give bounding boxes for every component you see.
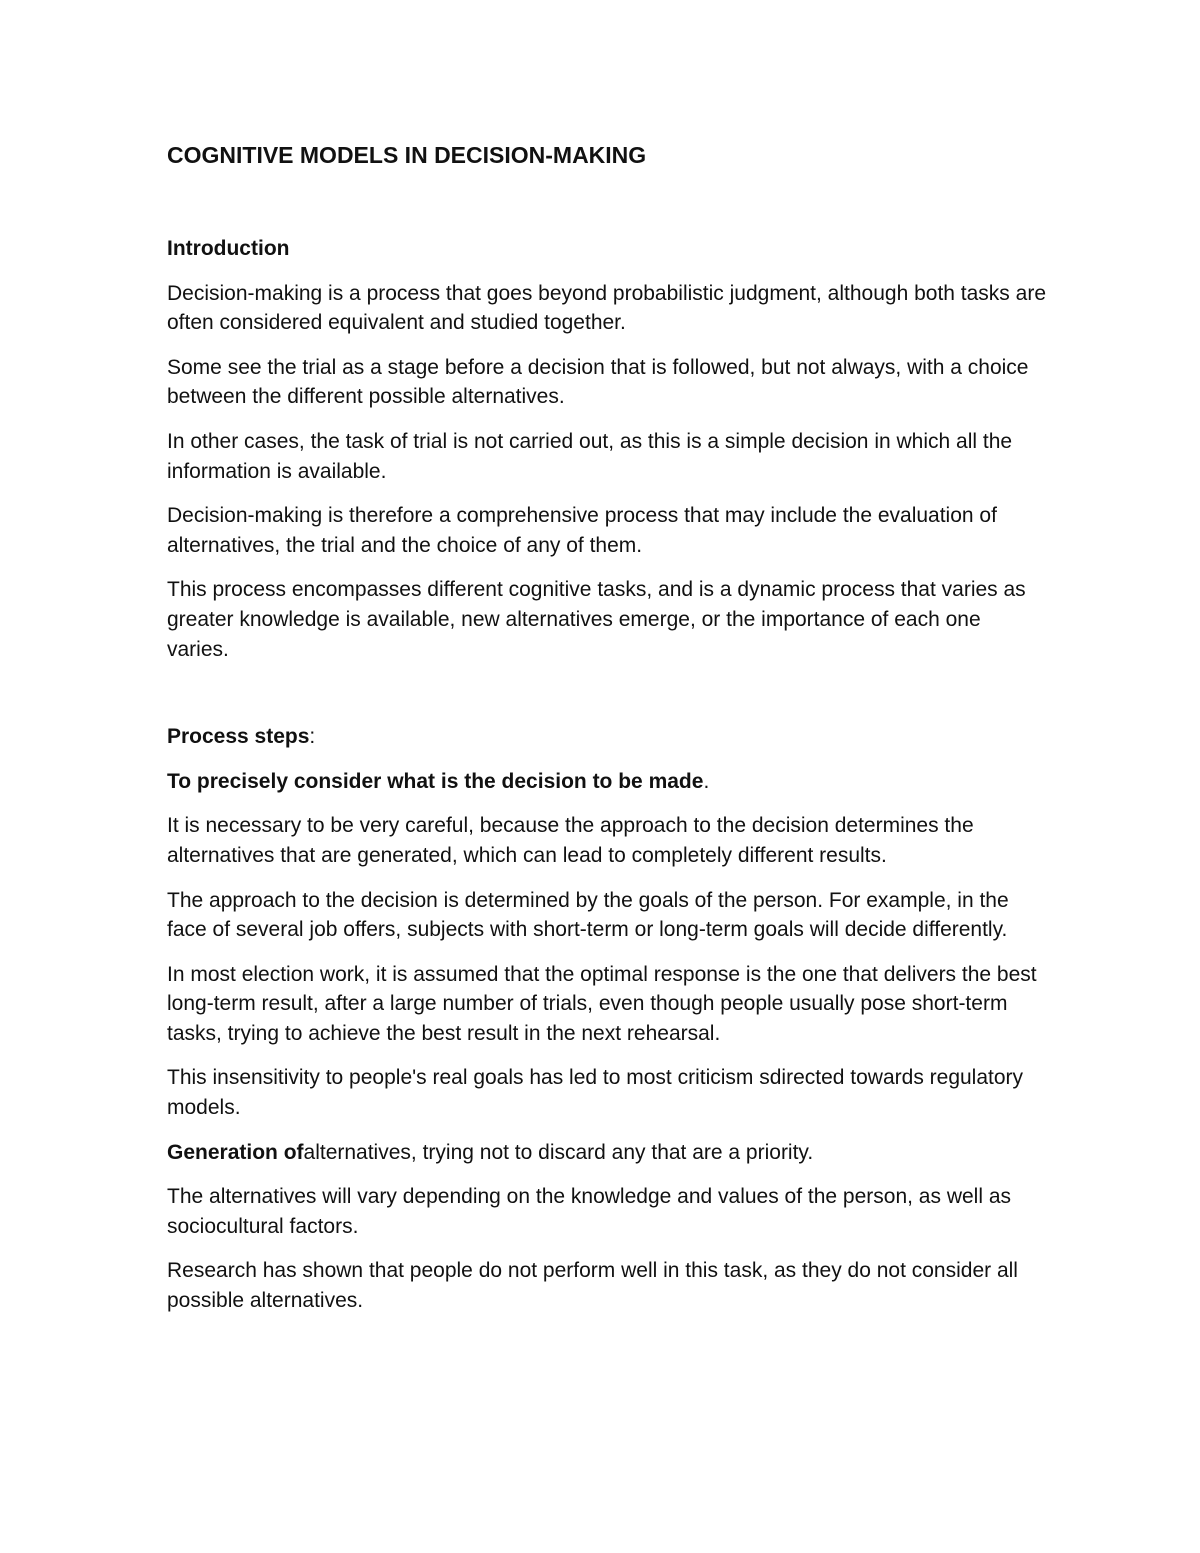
- intro-paragraph-1: Decision-making is a process that goes beyond probabilistic judgment, although both tasks are often considered equivalent and studied together.: [167, 281, 1046, 335]
- process-heading-suffix: :: [309, 725, 316, 749]
- intro-paragraph-4: Decision-making is therefore a comprehensive process that may include the evaluation of alternatives, the trial and the choice of any of them.: [167, 504, 997, 557]
- process-heading: Process steps: [167, 725, 310, 749]
- intro-paragraph-5: This process encompasses different cognitive tasks, and is a dynamic process that varies as greater knowledge is available, new alternatives emerge, or the importance of each one varies.: [167, 578, 1026, 661]
- step1-paragraph-4: This insensitivity to people's real goals has led to most criticism sdirected towards regulatory models.: [167, 1066, 1024, 1120]
- intro-paragraph-3: In other cases, the task of trial is not carried out, as this is a simple decision in which all the information is available.: [167, 429, 1013, 483]
- intro-heading: Introduction: [167, 237, 290, 260]
- step2-title: Generation of: [167, 1140, 304, 1164]
- step1-title-line: [167, 767, 1047, 797]
- step1-paragraph-2: The approach to the decision is determined by the goals of the person. For example, in the face of several job offers, subjects with short-term or long-term goals will decide differently.: [167, 888, 1009, 942]
- step2-title-rest: alternatives, trying not to discard any that are a priority.: [303, 1140, 814, 1164]
- step1-paragraph-3: In most election work, it is assumed that the optimal response is the one that delivers the best long-term result, after a large number of trials, even though people usually pose short-term tasks, trying to achieve the best result in the next rehearsal.: [167, 962, 1037, 1045]
- document-body: [167, 140, 1047, 1331]
- document-title: COGNITIVE MODELS IN DECISION-MAKING: [167, 142, 647, 168]
- intro-paragraph-2: Some see the trial as a stage before a decision that is followed, but not always, with a choice between the different possible alternatives.: [167, 355, 1029, 409]
- step2-paragraph-2: Research has shown that people do not perform well in this task, as they do not consider all possible alternatives.: [167, 1259, 1018, 1313]
- step2-title-line: [167, 1138, 1047, 1168]
- process-heading-line: [167, 722, 1047, 752]
- step1-title-suffix: .: [703, 769, 710, 793]
- step1-title: To precisely consider what is the decision to be made: [167, 769, 704, 793]
- step2-paragraph-1: The alternatives will vary depending on the knowledge and values of the person, as well as sociocultural factors.: [167, 1185, 1012, 1238]
- step1-paragraph-1: It is necessary to be very careful, because the approach to the decision determines the alternatives that are generated, which can lead to completely different results.: [167, 814, 974, 867]
